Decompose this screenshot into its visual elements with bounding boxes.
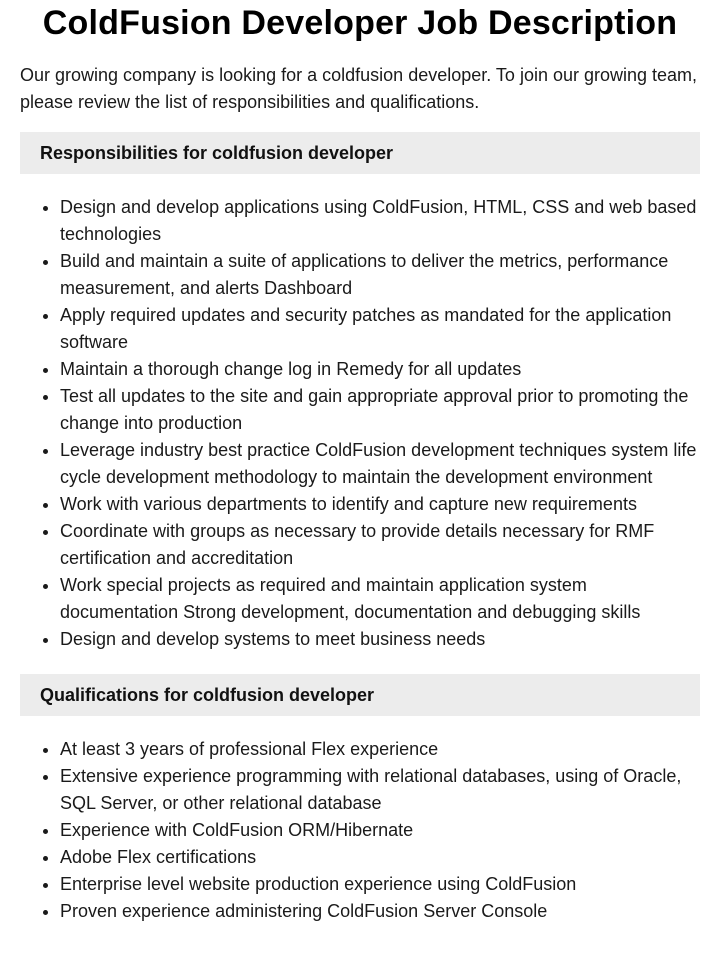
list-item: • Test all updates to the site and gain appropriate approval prior to promoting the change into production — [60, 383, 700, 437]
list-item: • Work with various departments to identify and capture new requirements — [60, 491, 700, 518]
list-item: • Design and develop applications using ColdFusion, HTML, CSS and web based technologies — [60, 194, 700, 248]
intro-paragraph: Our growing company is looking for a coldfusion developer. To join our growing team, please review the list of responsibilities and qualifications. — [20, 65, 698, 112]
qualifications-heading: Qualifications for coldfusion developer — [20, 674, 700, 716]
list-item: • Extensive experience programming with relational databases, using of Oracle, SQL Server, or other relational database — [60, 763, 700, 817]
list-item: • Apply required updates and security patches as mandated for the application software — [60, 302, 700, 356]
list-item: • Adobe Flex certifications — [60, 844, 700, 871]
list-item: • Maintain a thorough change log in Remedy for all updates — [60, 356, 700, 383]
page-title: ColdFusion Developer Job Description — [42, 4, 678, 42]
list-item: • Work special projects as required and maintain application system documentation Strong development, documentation and debugging skills — [60, 572, 700, 626]
list-item: • Proven experience administering ColdFusion Server Console — [60, 898, 700, 925]
list-item: • At least 3 years of professional Flex experience — [60, 736, 700, 763]
list-item: • Build and maintain a suite of applications to deliver the metrics, performance measurement, and alerts Dashboard — [60, 248, 700, 302]
responsibilities-heading: Responsibilities for coldfusion developer — [20, 132, 700, 174]
responsibilities-list — [20, 194, 700, 653]
qualifications-list — [20, 736, 700, 925]
list-item: • Design and develop systems to meet business needs — [60, 626, 700, 653]
list-item: • Coordinate with groups as necessary to provide details necessary for RMF certification and accreditation — [60, 518, 700, 572]
list-item: • Leverage industry best practice ColdFusion development techniques system life cycle development methodology to maintain the development environment — [60, 437, 700, 491]
list-item: • Enterprise level website production experience using ColdFusion — [60, 871, 700, 898]
list-item: • Experience with ColdFusion ORM/Hibernate — [60, 817, 700, 844]
